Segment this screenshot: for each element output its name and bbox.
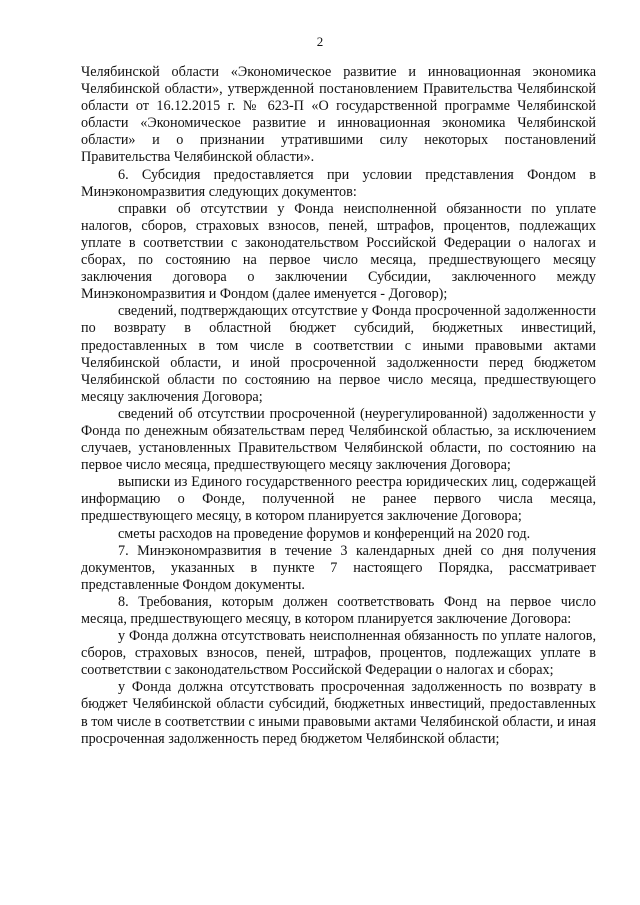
paragraph-requirement-budget-debt: у Фонда должна отсутствовать просроченная задолженность по возврату в бюджет Челябинской области субсидий, бюджетных инвестиций, предоставленных в том числе в соответствии с иными правовыми актами Челябинской области, и иная просроченная задолженность перед бюджетом Челябинской области; [81, 679, 596, 747]
paragraph-8-requirements: 8. Требования, которым должен соответствовать Фонд на первое число месяца, предшествующего месяцу, в котором планируется заключение Договора: [81, 593, 596, 627]
paragraph-budget-debt-info: сведений, подтверждающих отсутствие у Фонда просроченной задолженности по возврату в областной бюджет субсидий, бюджетных инвестиций, предоставленных в том числе в соответствии с иными правовыми актами Челябинской области, и иной просроченной задолженности перед бюджетом Челябинской области по состоянию на первое число месяца, предшествующего месяцу заключения Договора; [81, 303, 596, 405]
paragraph-7-review: 7. Минэкономразвития в течение 3 календарных дней со дня получения документов, указанных в пункте 7 настоящего Порядка, рассматривает представленные Фондом документы. [81, 542, 596, 593]
paragraph-expense-estimate: сметы расходов на проведение форумов и конференций на 2020 год. [118, 525, 531, 542]
paragraph-registry-extract: выписки из Единого государственного реестра юридических лиц, содержащей информацию о Фонде, полученной не ранее первого числа месяца, предшествующего месяцу, в котором планируется заключение Договора; [81, 474, 596, 525]
paragraph-program-reference: Челябинской области «Экономическое развитие и инновационная экономика Челябинской области», утвержденной постановлением Правительства Челябинской области от 16.12.2015 г. № 623-П «О государственной программе Челябинской области «Экономическое развитие и инновационная экономика Челябинской области» и о признании утратившими силу некоторых постановлений Правительства Челябинской области». [81, 64, 596, 166]
document-body [81, 64, 596, 748]
paragraph-6-documents-condition: 6. Субсидия предоставляется при условии представления Фондом в Минэкономразвития следующих документов: [81, 166, 596, 200]
paragraph-tax-certificate: справки об отсутствии у Фонда неисполненной обязанности по уплате налогов, сборов, страховых взносов, пеней, штрафов, процентов, подлежащих уплате в соответствии с законодательством Российской Федерации о налогах и сборах, по состоянию на первое число месяца, предшествующего месяцу заключения договора о заключении Субсидии, заключенного между Минэкономразвития и Фондом (далее именуется - Договор); [81, 200, 596, 303]
paragraph-monetary-obligations-info: сведений об отсутствии просроченной (неурегулированной) задолженности у Фонда по денежным обязательствам перед Челябинской областью, за исключением случаев, установленных Правительством Челябинской области, по состоянию на первое число месяца, предшествующего месяцу заключения Договора; [81, 405, 596, 474]
page-number: 2 [316, 34, 324, 49]
paragraph-requirement-tax: у Фонда должна отсутствовать неисполненная обязанность по уплате налогов, сборов, страховых взносов, пеней, штрафов, процентов, подлежащих уплате в соответствии с законодательством Российской Федерации о налогах и сборах; [81, 628, 596, 679]
